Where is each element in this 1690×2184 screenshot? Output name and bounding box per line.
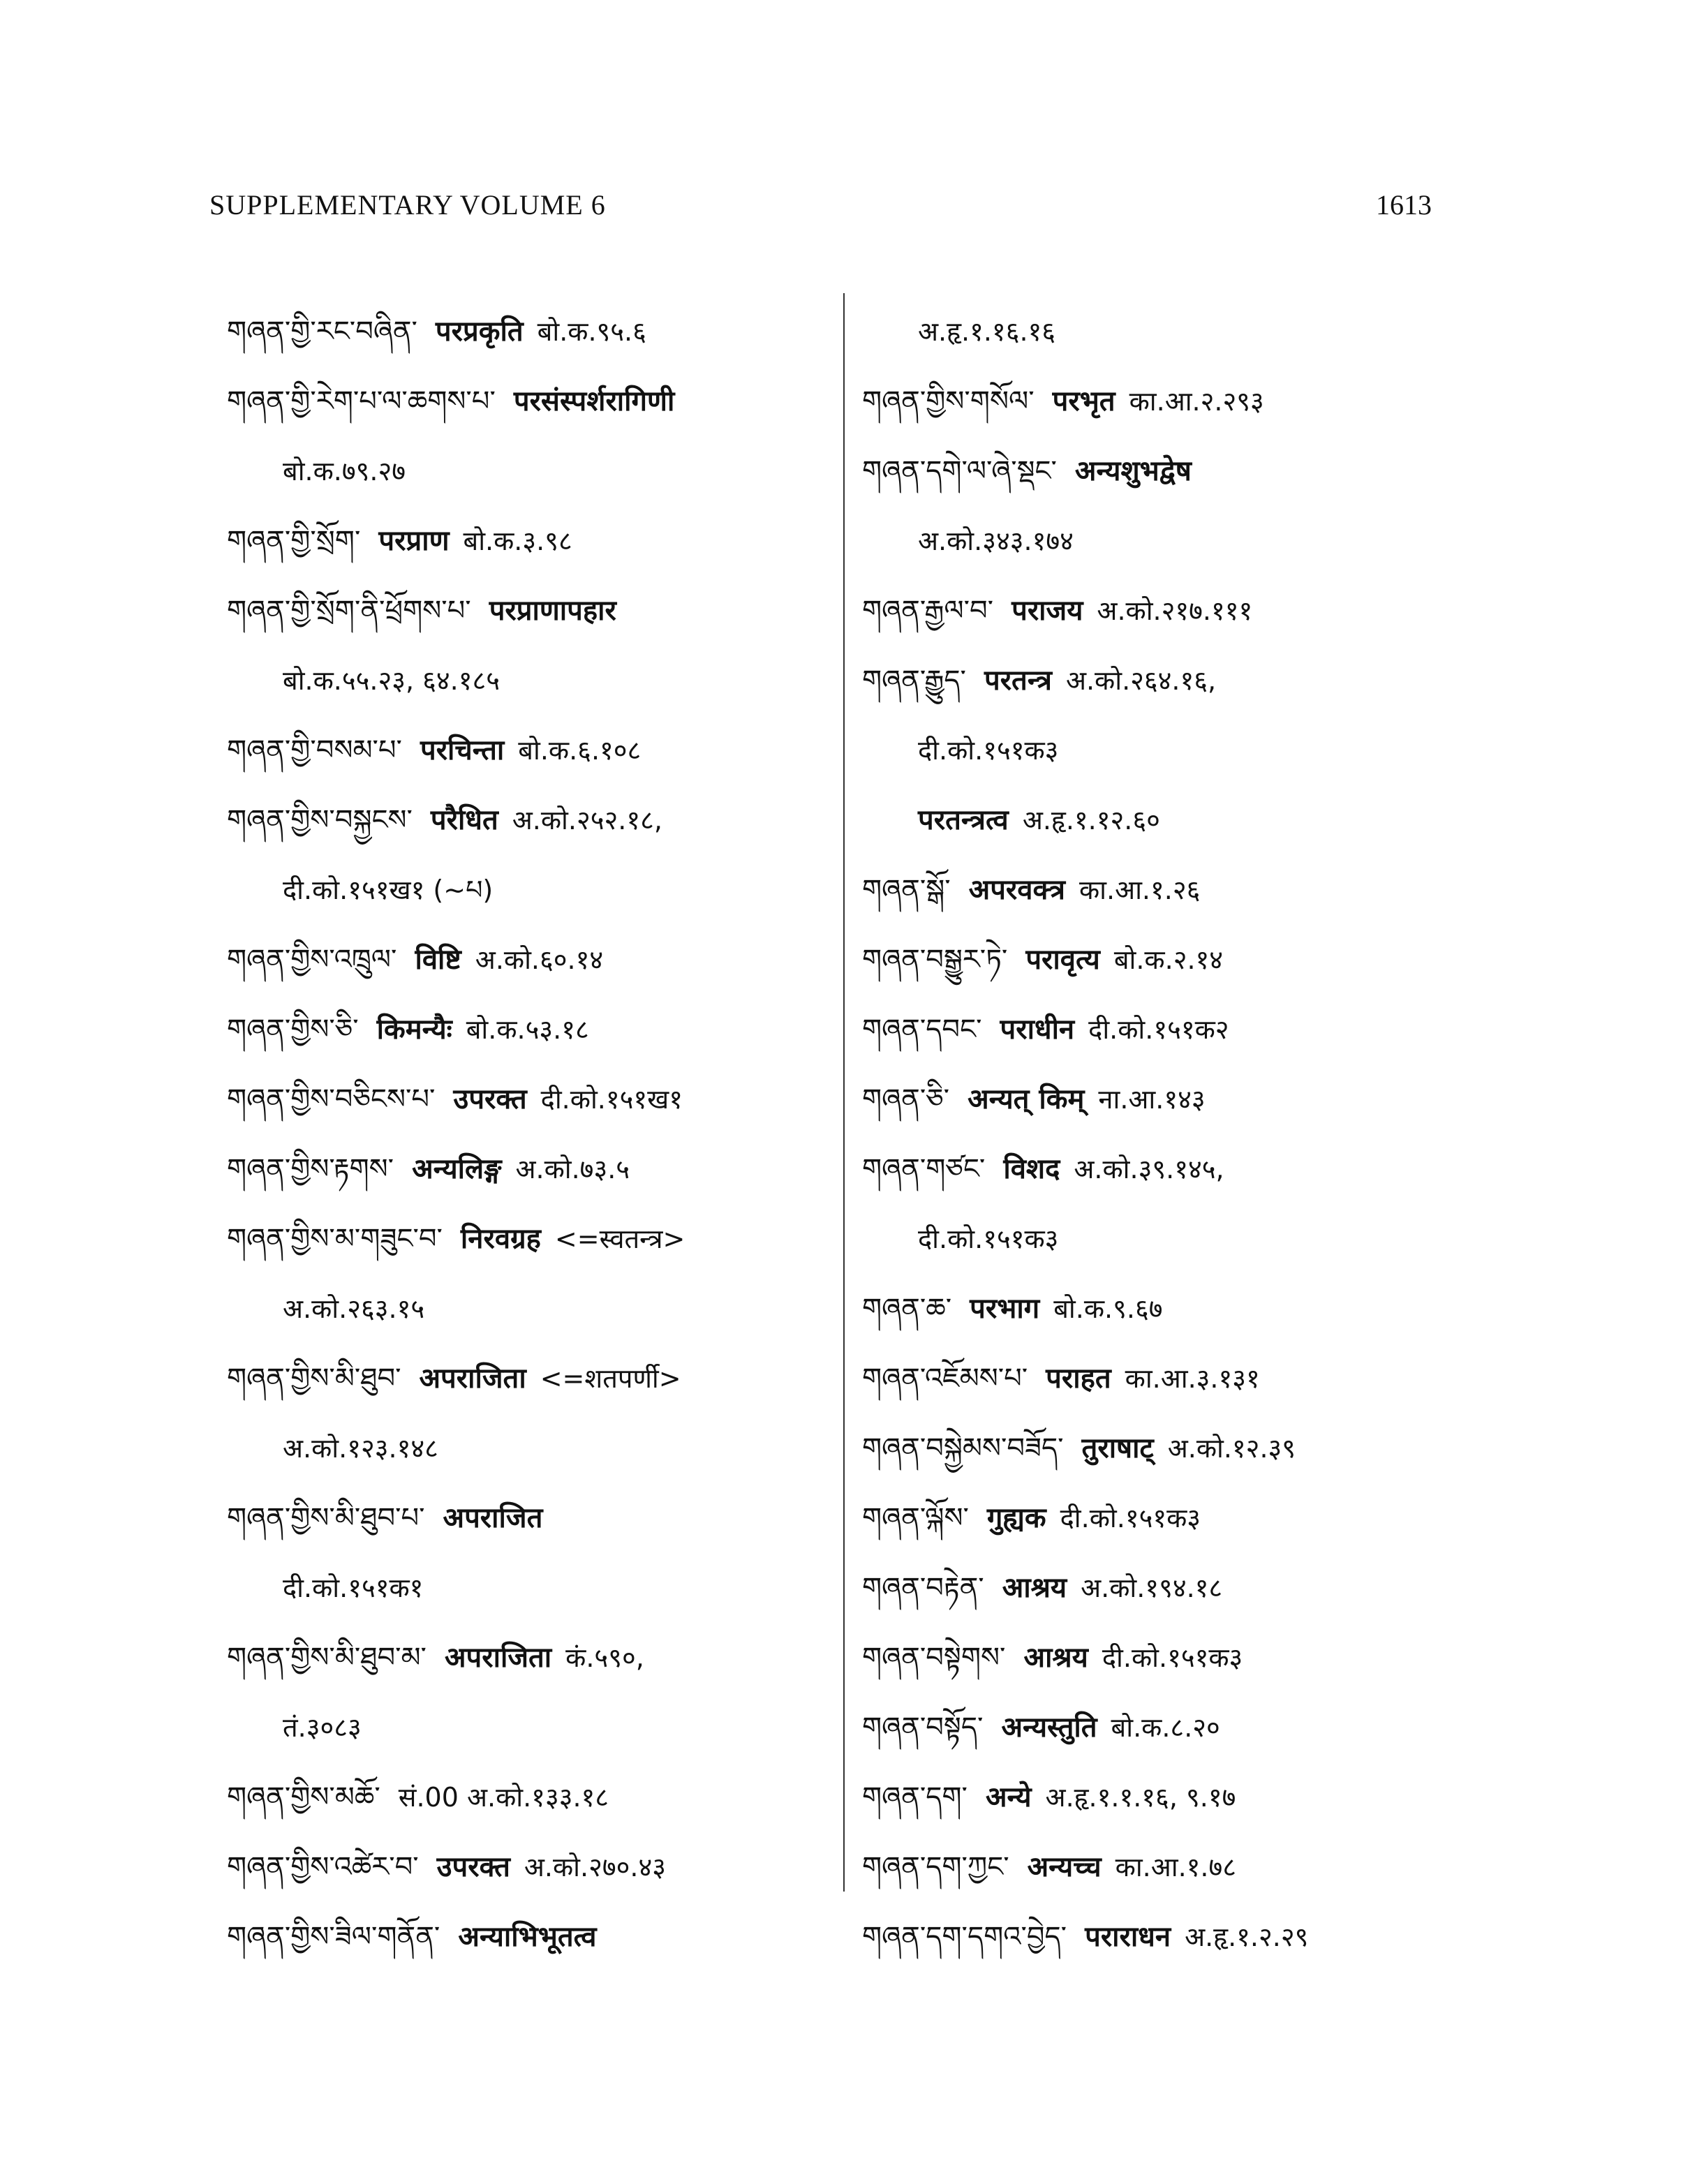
tibetan-headword: གཞན་ཆ་ <box>862 1293 952 1325</box>
sanskrit-equivalent: तुराषाट् <box>1081 1432 1154 1464</box>
sanskrit-equivalent: अन्यस्तुति <box>1001 1711 1097 1744</box>
tibetan-headword: གཞན་གྱི་བསམ་པ་ <box>227 734 402 766</box>
tibetan-headword: གཞན་འཇོམས་པ་ <box>862 1362 1028 1395</box>
column-divider <box>843 293 845 1892</box>
tibetan-headword: གཞན་རྒྱལ་བ་ <box>862 595 994 627</box>
sanskrit-equivalent: पराराधन <box>1085 1921 1171 1953</box>
dictionary-entry <box>862 366 1490 436</box>
tibetan-headword: གཞན་བསྟེགས་ <box>862 1642 1006 1674</box>
tibetan-headword: གཞན་ཅི་ <box>862 1083 950 1115</box>
sanskrit-equivalent: अपराजिता <box>419 1362 526 1395</box>
source-reference: अ.को.२६४.१६, <box>1065 665 1217 696</box>
sanskrit-equivalent: परसंस्पर्शरागिणी <box>513 385 675 417</box>
dictionary-entry <box>227 1134 845 1204</box>
tibetan-headword: གཞན་བསྟོད་ <box>862 1711 984 1744</box>
tibetan-headword: གཞན་གྱི་རང་བཞིན་ <box>227 315 417 348</box>
dictionary-entry <box>227 1553 845 1623</box>
sanskrit-equivalent: उपरक्त <box>436 1851 510 1883</box>
dictionary-entry <box>227 1762 845 1832</box>
dictionary-entry <box>862 1553 1490 1623</box>
source-reference: अ.को.२७०.४३ <box>524 1852 666 1882</box>
tibetan-headword: གཞན་གྱིས་མ་གཟུང་བ་ <box>227 1223 443 1255</box>
source-reference: <=शतपर्णी> <box>540 1363 681 1394</box>
source-reference: का.आ.१.७८ <box>1115 1852 1237 1882</box>
source-reference: अ.को.१९४.१८ <box>1081 1573 1223 1603</box>
source-reference: दी.को.१५१क२ <box>1088 1014 1229 1045</box>
tibetan-headword: གཞན་གྱིས་བསྐྱངས་ <box>227 804 413 836</box>
sanskrit-equivalent: परप्राण <box>378 525 450 557</box>
tibetan-headword: གཞན་གྱིས་ཅི་ <box>227 1013 359 1046</box>
dictionary-entry <box>862 576 1490 646</box>
source-reference: ना.आ.१४३ <box>1098 1084 1206 1115</box>
sanskrit-equivalent: उपरक्त <box>453 1083 527 1115</box>
source-reference: अ.हृ.१.२.२९ <box>1185 1922 1309 1952</box>
source-reference: बो.क.९५.६ <box>537 316 646 347</box>
sanskrit-equivalent: परावृत्य <box>1025 944 1100 976</box>
dictionary-entry <box>227 1344 845 1413</box>
source-reference: अ.को.२५२.१८, <box>512 805 662 835</box>
sanskrit-equivalent: किमन्यैः <box>376 1013 452 1046</box>
source-reference: सं.00 अ.को.१३३.१८ <box>398 1782 609 1813</box>
sanskrit-equivalent: परैधित <box>430 804 498 836</box>
dictionary-entry <box>862 1483 1490 1553</box>
sanskrit-equivalent: अन्यच्च <box>1027 1851 1102 1883</box>
sanskrit-equivalent: अपरवक्त्र <box>968 874 1065 906</box>
sanskrit-equivalent: अन्यत् किम् <box>968 1083 1085 1115</box>
tibetan-headword: གཞན་དགེ་ལ་ཞེ་སྡང་ <box>862 455 1057 487</box>
sanskrit-equivalent: पराधीन <box>1000 1013 1075 1046</box>
dictionary-entry <box>227 366 845 436</box>
tibetan-headword: གཞན་གྱིས་རྟགས་ <box>227 1153 394 1185</box>
source-reference: अ.को.१२.३९ <box>1167 1433 1296 1464</box>
dictionary-entry <box>862 1274 1490 1344</box>
tibetan-headword: གཞན་གྱིས་འཚེར་བ་ <box>227 1851 419 1883</box>
right-column <box>862 297 1490 1972</box>
tibetan-headword: གཞན་ལྐོས་ <box>862 1502 969 1534</box>
dictionary-entry <box>862 297 1490 366</box>
tibetan-headword: གཞན་གྱི་རེག་པ་ལ་ཆགས་པ་ <box>227 385 496 417</box>
sanskrit-equivalent: परचिन्ता <box>420 734 505 766</box>
source-reference: <=स्वतन्त्र> <box>554 1224 685 1254</box>
dictionary-entry <box>227 576 845 646</box>
tibetan-headword: གཞན་རྒྱུད་ <box>862 664 966 697</box>
tibetan-headword: གཞན་གྱིས་གསོལ་ <box>862 385 1035 417</box>
dictionary-entry <box>227 1693 845 1762</box>
source-reference: अ.को.७३.५ <box>515 1154 630 1184</box>
sanskrit-equivalent: अन्याभिभूतत्व <box>458 1921 597 1953</box>
sanskrit-equivalent: परप्राणापहार <box>489 595 616 627</box>
sanskrit-equivalent: अन्ये <box>985 1781 1032 1813</box>
dictionary-entry <box>862 436 1490 506</box>
sanskrit-equivalent: आश्रय <box>1002 1572 1067 1604</box>
source-reference: अ.हृ.१.१२.६० <box>1022 805 1160 835</box>
sanskrit-equivalent: पराहत <box>1046 1362 1111 1395</box>
source-reference: अ.को.३४३.१७४ <box>918 526 1074 556</box>
source-reference: बो.क.८.२० <box>1111 1712 1220 1743</box>
dictionary-entry <box>227 1832 845 1902</box>
source-reference: अ.को.१२३.१४८ <box>283 1433 438 1464</box>
sanskrit-equivalent: परप्रकृति <box>435 315 524 348</box>
dictionary-entry <box>862 1693 1490 1762</box>
dictionary-entry <box>862 1204 1490 1274</box>
dictionary-entry <box>227 855 845 925</box>
dictionary-entry <box>862 1134 1490 1204</box>
dictionary-entry <box>227 436 845 506</box>
dictionary-entry <box>862 785 1490 855</box>
dictionary-entry <box>862 995 1490 1064</box>
dictionary-entry <box>227 715 845 785</box>
source-reference: तं.३०८३ <box>283 1712 362 1743</box>
dictionary-entry <box>227 1274 845 1344</box>
tibetan-headword: གཞན་གྱིས་མི་ཐུབ་ <box>227 1362 401 1395</box>
sanskrit-equivalent: परभृत <box>1052 385 1115 417</box>
sanskrit-equivalent: परतन्त्र <box>984 664 1052 697</box>
tibetan-headword: གཞན་དག་དགའ་བྱེད་ <box>862 1921 1067 1953</box>
dictionary-entry <box>862 1832 1490 1902</box>
source-reference: का.आ.२.२९३ <box>1129 386 1264 417</box>
dictionary-entry <box>227 1483 845 1553</box>
dictionary-entry <box>227 995 845 1064</box>
sanskrit-equivalent: विशद <box>1003 1153 1060 1185</box>
tibetan-headword: གཞན་གྱིས་བཅིངས་པ་ <box>227 1083 436 1115</box>
dictionary-entry <box>227 646 845 715</box>
source-reference: दी.को.१५१क३ <box>918 735 1059 766</box>
source-reference: दी.को.१५१ख१ (~པ) <box>283 875 494 905</box>
running-head: SUPPLEMENTARY VOLUME 6 <box>209 189 606 221</box>
dictionary-entry <box>862 715 1490 785</box>
source-reference: दी.को.१५१क३ <box>1102 1642 1243 1673</box>
dictionary-entry <box>227 925 845 995</box>
source-reference: बो.क.२.१४ <box>1113 944 1224 975</box>
page-number: 1613 <box>1376 189 1432 221</box>
sanskrit-equivalent: अन्यलिङ्ग <box>412 1153 502 1185</box>
tibetan-headword: གཞན་སྒོ་ <box>862 874 951 906</box>
source-reference: बो.क.३.९८ <box>463 526 572 556</box>
dictionary-entry <box>862 855 1490 925</box>
source-reference: का.आ.१.२६ <box>1079 875 1201 905</box>
source-reference: बो.क.६.१०८ <box>518 735 642 766</box>
dictionary-entry <box>862 1064 1490 1134</box>
sanskrit-equivalent: अन्यशुभद्वेष <box>1074 455 1192 487</box>
tibetan-headword: གཞན་བསྒྱུར་ཏེ་ <box>862 944 1008 976</box>
dictionary-entry <box>862 1344 1490 1413</box>
tibetan-headword: གཞན་གྱིས་མི་ཐུབ་པ་ <box>227 1502 425 1534</box>
sanskrit-equivalent: आश्रय <box>1023 1642 1088 1674</box>
source-reference: दी.को.१५१क३ <box>918 1224 1059 1254</box>
source-reference: बो.क.७९.२७ <box>283 456 406 486</box>
dictionary-entry <box>227 1623 845 1693</box>
source-reference: अ.को.३९.१४५, <box>1074 1154 1224 1184</box>
tibetan-headword: གཞན་དབང་ <box>862 1013 982 1046</box>
tibetan-headword: གཞན་བརྟེན་ <box>862 1572 984 1604</box>
tibetan-headword: གཞན་གྱིས་མི་ཐུབ་མ་ <box>227 1642 427 1674</box>
source-reference: बो.क.५३.१८ <box>466 1014 589 1045</box>
source-reference: अ.को.२१७.१११ <box>1097 595 1253 626</box>
tibetan-headword: གཞན་དག་ཀྱང་ <box>862 1851 1009 1883</box>
left-column <box>227 297 845 1972</box>
tibetan-headword: གཞན་གྱིས་ཟིལ་གནོན་ <box>227 1921 440 1953</box>
tibetan-headword: གཞན་གྱིས་མཆོ་ <box>227 1781 380 1813</box>
page-header <box>209 188 1432 230</box>
sanskrit-equivalent: निरवग्रह <box>460 1223 541 1255</box>
dictionary-entry <box>227 506 845 576</box>
dictionary-entry <box>227 1902 845 1972</box>
dictionary-entry <box>862 1623 1490 1693</box>
sanskrit-equivalent: परतन्त्रत्व <box>918 804 1009 836</box>
sanskrit-equivalent: अपराजिता <box>444 1642 552 1674</box>
sanskrit-equivalent: विष्टि <box>415 944 461 976</box>
dictionary-entry <box>227 1204 845 1274</box>
dictionary-entry <box>862 925 1490 995</box>
dictionary-entry <box>227 297 845 366</box>
dictionary-entry <box>862 1762 1490 1832</box>
dictionary-entry <box>227 785 845 855</box>
tibetan-headword: གཞན་གྱི་སྲོག་ <box>227 525 361 557</box>
tibetan-headword: གཞན་གཙང་ <box>862 1153 986 1185</box>
tibetan-headword: གཞན་གྱི་སྲོག་ནི་ཕྲོགས་པ་ <box>227 595 471 627</box>
source-reference: दी.को.१५१ख१ <box>540 1084 683 1115</box>
source-reference: दी.को.१५१क३ <box>1060 1503 1201 1533</box>
source-reference: बो.क.५५.२३, ६४.१८५ <box>283 665 501 696</box>
dictionary-entry <box>862 506 1490 576</box>
source-reference: अ.हृ.१.१.१६, ९.१७ <box>1045 1782 1236 1813</box>
dictionary-entry <box>862 1902 1490 1972</box>
source-reference: अ.को.२६३.१५ <box>283 1293 425 1324</box>
source-reference: अ.को.६०.१४ <box>475 944 604 975</box>
dictionary-entry <box>227 1413 845 1483</box>
tibetan-headword: གཞན་གྱིས་འཁྲུལ་ <box>227 944 397 976</box>
source-reference: बो.क.९.६७ <box>1053 1293 1163 1324</box>
tibetan-headword: གཞན་བསྐྱེམས་བཟོད་ <box>862 1432 1064 1464</box>
tibetan-headword: གཞན་དག་ <box>862 1781 968 1813</box>
source-reference: अ.हृ.१.१६.१६ <box>918 316 1056 347</box>
sanskrit-equivalent: परभाग <box>970 1293 1040 1325</box>
dictionary-entry <box>862 646 1490 715</box>
dictionary-entry <box>227 1064 845 1134</box>
sanskrit-equivalent: गुह्यक <box>986 1502 1046 1534</box>
sanskrit-equivalent: अपराजित <box>443 1502 543 1534</box>
source-reference: का.आ.३.१३१ <box>1125 1363 1260 1394</box>
dictionary-entry <box>862 1413 1490 1483</box>
source-reference: कं.५९०, <box>565 1642 644 1673</box>
sanskrit-equivalent: पराजय <box>1011 595 1083 627</box>
source-reference: दी.को.१५१क१ <box>283 1573 424 1603</box>
